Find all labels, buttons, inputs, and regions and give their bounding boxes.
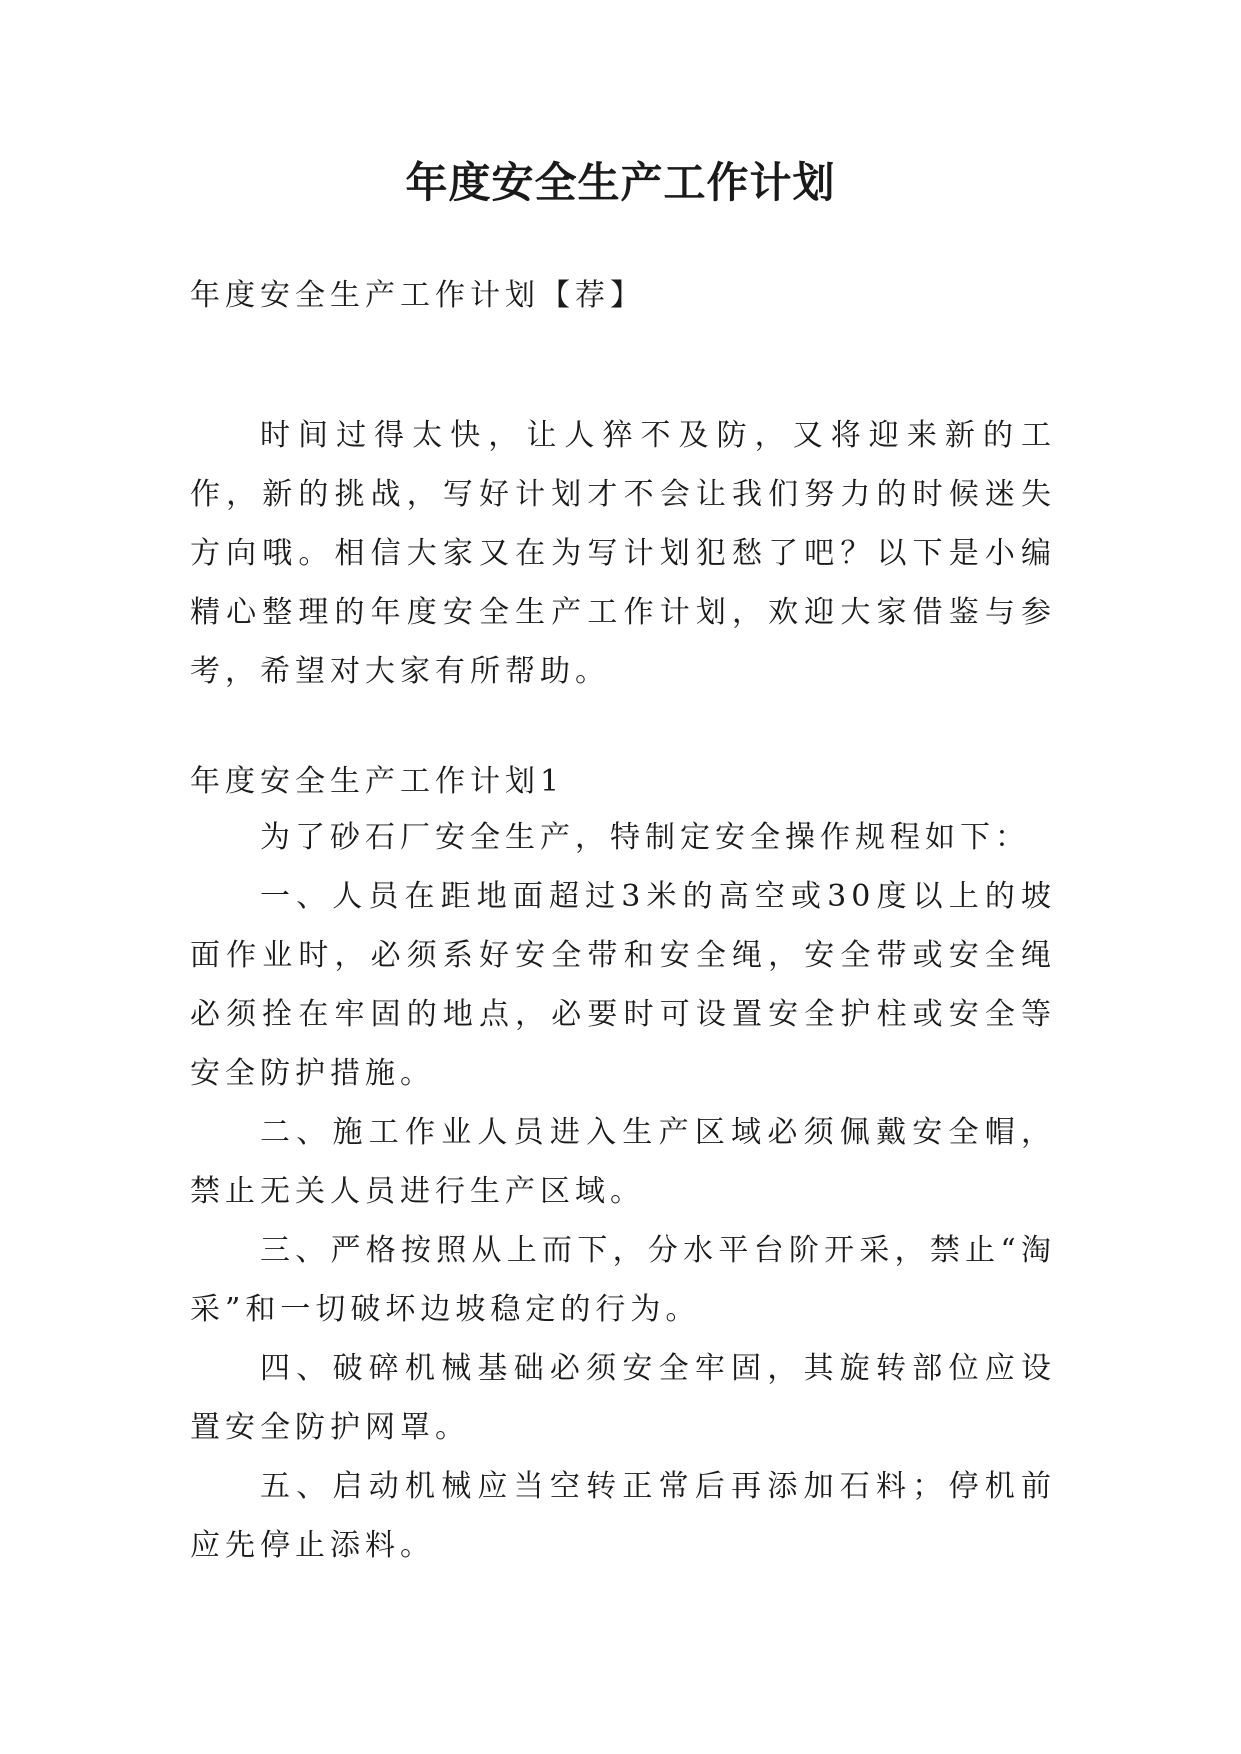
section-body bbox=[190, 808, 1056, 1575]
document-subtitle: 年度安全生产工作计划【荐】 bbox=[190, 278, 645, 313]
paragraph-item-3: 三、严格按照从上而下，分水平台阶开采，禁止“淘采”和一切破坏边坡稳定的行为。 bbox=[190, 1233, 1056, 1327]
document-title: 年度安全生产工作计划 bbox=[405, 158, 836, 207]
paragraph-item-2: 二、施工作业人员进入生产区域必须佩戴安全帽，禁止无关人员进行生产区域。 bbox=[190, 1115, 1056, 1209]
paragraph-item-1: 一、人员在距地面超过3米的高空或30度以上的坡面作业时，必须系好安全带和安全绳，安全带或安全绳必须拴在牢固的地点，必要时可设置安全护柱或安全等安全防护措施。 bbox=[190, 879, 1056, 1091]
section-heading: 年度安全生产工作计划1 bbox=[190, 764, 565, 799]
intro-paragraph: 时间过得太快，让人猝不及防，又将迎来新的工作，新的挑战，写好计划才不会让我们努力的时候迷失方向哦。相信大家又在为写计划犯愁了吧？以下是小编精心整理的年度安全生产工作计划，欢迎大家借鉴与参考，希望对大家有所帮助。 bbox=[190, 418, 1056, 689]
paragraph-preamble: 为了砂石厂安全生产，特制定安全操作规程如下： bbox=[260, 820, 1030, 855]
paragraph-item-5: 五、启动机械应当空转正常后再添加石料；停机前应先停止添料。 bbox=[190, 1469, 1056, 1563]
paragraph-item-4: 四、破碎机械基础必须安全牢固，其旋转部位应设置安全防护网罩。 bbox=[190, 1351, 1056, 1445]
